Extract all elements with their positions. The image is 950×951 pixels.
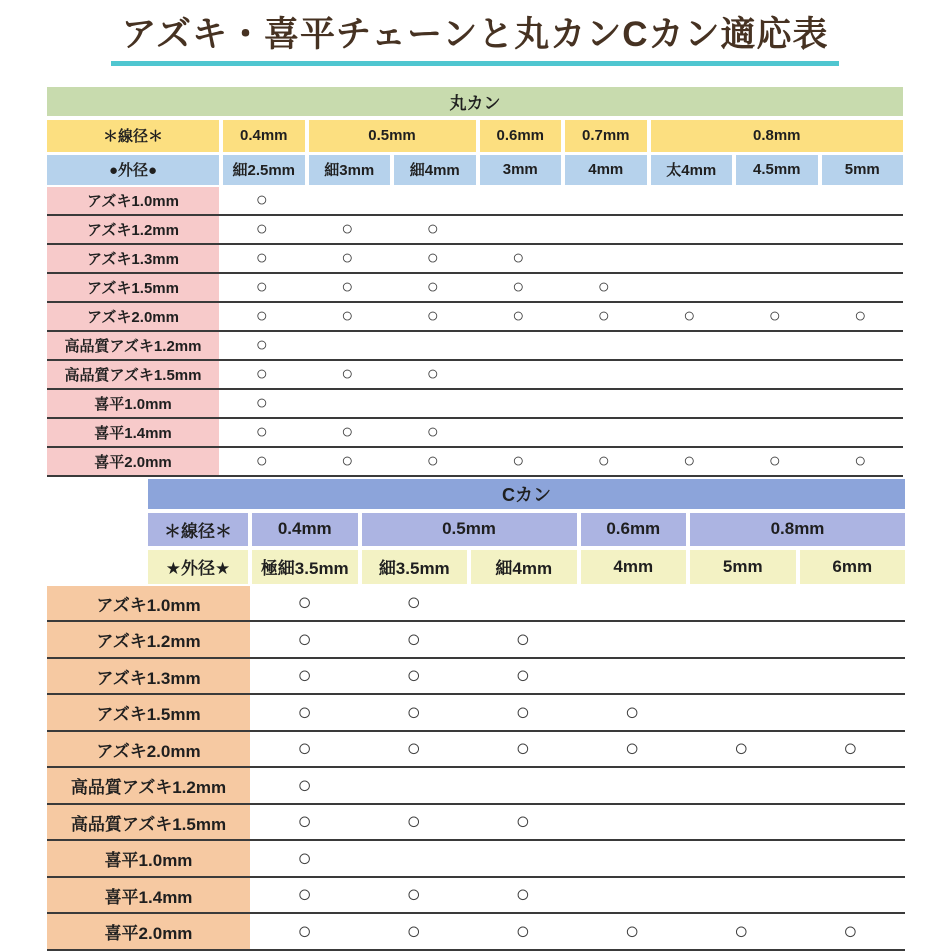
compat-cell — [359, 810, 468, 834]
compat-cell — [250, 737, 359, 761]
outer-diameter-size-cell: 極細3.5mm — [252, 550, 358, 584]
compat-circle-icon: ○ — [297, 662, 312, 689]
table-ckan-body — [47, 586, 905, 951]
outer-diameter-size-cell: 細4mm — [471, 550, 577, 584]
compat-circle-icon: ○ — [426, 363, 439, 386]
compat-cell — [250, 771, 359, 799]
outer-diameter-row — [47, 155, 903, 185]
compat-circle-icon: ○ — [297, 844, 312, 872]
compat-cell — [476, 277, 562, 297]
chain-label: アズキ1.3mm — [47, 245, 219, 272]
chain-row — [47, 419, 903, 448]
compat-cell — [577, 737, 686, 761]
wire-size-cell: 0.4mm — [252, 513, 358, 546]
chain-label: 喜平1.0mm — [47, 841, 250, 876]
compat-circle-icon: ○ — [406, 808, 421, 835]
compat-circle-icon: ○ — [683, 450, 696, 473]
compat-circle-icon: ○ — [255, 189, 268, 212]
compat-cell — [390, 277, 476, 297]
chain-label: アズキ1.2mm — [47, 622, 250, 657]
outer-diameter-row — [148, 550, 905, 584]
compat-cell — [250, 844, 359, 872]
compat-cell — [561, 306, 647, 326]
compat-cell — [468, 917, 577, 945]
compat-cell — [796, 737, 905, 761]
chain-label: アズキ1.5mm — [47, 695, 250, 730]
compat-circle-icon: ○ — [255, 276, 268, 299]
compat-circle-icon: ○ — [297, 771, 312, 799]
compat-circle-icon: ○ — [297, 881, 312, 908]
wire-size-cell: 0.7mm — [565, 120, 647, 152]
chain-label: 高品質アズキ1.5mm — [47, 361, 219, 388]
compat-circle-icon: ○ — [341, 450, 354, 473]
outer-diameter-size-cell: 3mm — [480, 155, 562, 185]
chain-label: 高品質アズキ1.2mm — [47, 768, 250, 803]
compat-cell — [359, 698, 468, 726]
chain-row — [47, 332, 903, 361]
chain-row — [47, 805, 905, 842]
compat-cell — [359, 917, 468, 945]
outer-diameter-size-cell: 細3.5mm — [362, 550, 468, 584]
compat-cell — [219, 335, 305, 355]
compat-circle-icon: ○ — [624, 698, 640, 726]
compat-circle-icon: ○ — [255, 305, 268, 328]
compat-circle-icon: ○ — [406, 698, 421, 726]
chain-row — [47, 695, 905, 732]
compat-circle-icon: ○ — [426, 218, 439, 241]
compat-cell — [468, 625, 577, 653]
chain-row — [47, 448, 903, 477]
outer-diameter-size-cell: 細2.5mm — [223, 155, 305, 185]
chain-row — [47, 303, 903, 332]
compat-cell — [577, 698, 686, 726]
compat-cell — [468, 737, 577, 761]
compat-circle-icon: ○ — [297, 698, 312, 726]
compat-cell — [250, 625, 359, 653]
compat-cell — [468, 698, 577, 726]
compat-cell — [305, 277, 391, 297]
compat-cell — [305, 451, 391, 471]
compat-circle-icon: ○ — [426, 276, 439, 299]
compat-cell — [390, 451, 476, 471]
chain-label: アズキ1.2mm — [47, 216, 219, 243]
compat-cell — [732, 306, 818, 326]
outer-diameter-size-cell: 4.5mm — [736, 155, 818, 185]
chain-label: 喜平1.4mm — [47, 878, 250, 913]
compat-cell — [561, 277, 647, 297]
compat-circle-icon: ○ — [515, 808, 531, 835]
table-marukan-title: 丸カン — [47, 87, 903, 116]
compat-cell — [219, 248, 305, 268]
chain-row — [47, 274, 903, 303]
outer-diameter-label: ★外径★ — [148, 550, 248, 584]
table-ckan-title: Cカン — [148, 479, 905, 509]
outer-diameter-size-cell: 細4mm — [394, 155, 476, 185]
outer-diameter-size-cell: 5mm — [822, 155, 904, 185]
compat-circle-icon: ○ — [515, 662, 531, 689]
outer-diameter-label: ●外径● — [47, 155, 219, 185]
wire-diameter-row — [148, 513, 905, 546]
compat-circle-icon: ○ — [255, 334, 268, 357]
compat-circle-icon: ○ — [426, 305, 439, 328]
compat-circle-icon: ○ — [406, 881, 421, 908]
compat-circle-icon: ○ — [255, 450, 268, 473]
chain-label: 喜平2.0mm — [47, 914, 250, 949]
compat-circle-icon: ○ — [255, 247, 268, 270]
compat-circle-icon: ○ — [406, 917, 421, 945]
compat-cell — [390, 219, 476, 239]
compat-cell — [732, 451, 818, 471]
compat-cell — [468, 810, 577, 834]
compat-cell — [250, 698, 359, 726]
wire-size-cell: 0.5mm — [362, 513, 577, 546]
compat-cell — [250, 664, 359, 688]
compat-cell — [305, 248, 391, 268]
wire-size-cell: 0.6mm — [480, 120, 562, 152]
compat-cell — [687, 737, 796, 761]
compat-circle-icon: ○ — [843, 735, 858, 762]
chain-label: アズキ1.0mm — [47, 586, 250, 621]
wire-size-cell: 0.4mm — [223, 120, 305, 152]
wire-diameter-row — [47, 120, 903, 152]
compat-cell — [219, 277, 305, 297]
compat-cell — [359, 883, 468, 907]
chain-row — [47, 768, 905, 805]
title-block — [0, 0, 950, 66]
table-ckan — [47, 479, 905, 951]
outer-diameter-size-cell: 細3mm — [309, 155, 391, 185]
chain-label: アズキ2.0mm — [47, 732, 250, 767]
compat-circle-icon: ○ — [854, 450, 867, 473]
outer-diameter-size-cell: 6mm — [800, 550, 906, 584]
outer-diameter-size-cell: 4mm — [581, 550, 687, 584]
wire-row-label: ＊線径＊ — [47, 120, 219, 152]
chain-row — [47, 732, 905, 769]
chain-row — [47, 622, 905, 659]
compat-cell — [250, 591, 359, 615]
wire-row-label: ＊線径＊ — [148, 513, 248, 546]
compat-circle-icon: ○ — [512, 450, 525, 473]
compat-cell — [219, 393, 305, 413]
chain-row — [47, 914, 905, 951]
compat-circle-icon: ○ — [512, 247, 525, 270]
compat-circle-icon: ○ — [255, 421, 268, 444]
compat-cell — [390, 306, 476, 326]
compat-cell — [390, 248, 476, 268]
outer-diameter-size-cell: 太4mm — [651, 155, 733, 185]
chain-label: アズキ1.0mm — [47, 187, 219, 214]
chain-row — [47, 390, 903, 419]
compat-cell — [250, 917, 359, 945]
compat-cell — [305, 364, 391, 384]
wire-size-cell: 0.8mm — [651, 120, 904, 152]
compat-circle-icon: ○ — [597, 305, 610, 328]
compat-circle-icon: ○ — [341, 276, 354, 299]
chain-label: アズキ2.0mm — [47, 303, 219, 330]
compat-cell — [577, 917, 686, 945]
compat-cell — [305, 219, 391, 239]
compat-circle-icon: ○ — [854, 305, 867, 328]
compat-circle-icon: ○ — [406, 735, 421, 762]
compat-circle-icon: ○ — [512, 276, 525, 299]
compat-cell — [561, 451, 647, 471]
wire-size-cell: 0.5mm — [309, 120, 476, 152]
compat-circle-icon: ○ — [297, 625, 312, 653]
chain-label: 喜平1.0mm — [47, 390, 219, 417]
compat-cell — [647, 306, 733, 326]
chain-label: 喜平1.4mm — [47, 419, 219, 446]
compat-circle-icon: ○ — [683, 305, 696, 328]
compat-circle-icon: ○ — [768, 450, 781, 473]
compat-circle-icon: ○ — [255, 392, 268, 415]
compat-circle-icon: ○ — [297, 917, 312, 945]
compat-circle-icon: ○ — [768, 305, 781, 328]
compat-circle-icon: ○ — [597, 276, 610, 299]
chain-label: 喜平2.0mm — [47, 448, 219, 475]
compat-circle-icon: ○ — [426, 247, 439, 270]
compat-cell — [390, 364, 476, 384]
compat-circle-icon: ○ — [426, 450, 439, 473]
compat-cell — [219, 451, 305, 471]
compat-circle-icon: ○ — [341, 305, 354, 328]
compat-circle-icon: ○ — [406, 662, 421, 689]
compat-circle-icon: ○ — [515, 625, 531, 653]
compat-cell — [818, 306, 904, 326]
compat-cell — [476, 306, 562, 326]
chain-label: 高品質アズキ1.2mm — [47, 332, 219, 359]
compat-circle-icon: ○ — [426, 421, 439, 444]
chain-row — [47, 216, 903, 245]
compat-cell — [818, 451, 904, 471]
compat-circle-icon: ○ — [515, 698, 531, 726]
compat-circle-icon: ○ — [341, 421, 354, 444]
chain-row — [47, 878, 905, 915]
page-title: アズキ・喜平チェーンと丸カンCカン適応表 — [111, 13, 838, 66]
chain-row — [47, 361, 903, 390]
compat-cell — [359, 625, 468, 653]
compat-cell — [305, 422, 391, 442]
compat-circle-icon: ○ — [406, 589, 421, 616]
compat-cell — [219, 306, 305, 326]
chain-row — [47, 586, 905, 623]
compat-cell — [476, 451, 562, 471]
compat-circle-icon: ○ — [843, 917, 858, 945]
compat-cell — [219, 190, 305, 210]
compat-cell — [468, 664, 577, 688]
chain-label: アズキ1.5mm — [47, 274, 219, 301]
compat-circle-icon: ○ — [624, 735, 640, 762]
compat-circle-icon: ○ — [255, 218, 268, 241]
compat-cell — [359, 664, 468, 688]
compat-cell — [468, 883, 577, 907]
compat-cell — [359, 591, 468, 615]
compat-cell — [796, 917, 905, 945]
chain-row — [47, 187, 903, 216]
chain-label: 高品質アズキ1.5mm — [47, 805, 250, 840]
wire-size-cell: 0.6mm — [581, 513, 687, 546]
compat-circle-icon: ○ — [512, 305, 525, 328]
outer-diameter-size-cell: 4mm — [565, 155, 647, 185]
compat-cell — [305, 306, 391, 326]
compat-cell — [250, 883, 359, 907]
compat-circle-icon: ○ — [515, 917, 531, 945]
chain-row — [47, 659, 905, 696]
compat-circle-icon: ○ — [255, 363, 268, 386]
chain-row — [47, 841, 905, 878]
compat-cell — [219, 422, 305, 442]
compat-circle-icon: ○ — [341, 247, 354, 270]
compat-circle-icon: ○ — [733, 917, 749, 945]
compat-circle-icon: ○ — [341, 218, 354, 241]
compat-cell — [250, 810, 359, 834]
compat-circle-icon: ○ — [406, 625, 421, 653]
compat-cell — [390, 422, 476, 442]
compat-circle-icon: ○ — [733, 735, 749, 762]
wire-size-cell: 0.8mm — [690, 513, 905, 546]
chain-label: アズキ1.3mm — [47, 659, 250, 694]
compat-circle-icon: ○ — [515, 735, 531, 762]
outer-diameter-size-cell: 5mm — [690, 550, 796, 584]
compat-circle-icon: ○ — [624, 917, 640, 945]
compat-cell — [359, 737, 468, 761]
table-marukan-body — [47, 187, 903, 477]
chain-row — [47, 245, 903, 274]
compat-circle-icon: ○ — [341, 363, 354, 386]
compat-cell — [476, 248, 562, 268]
table-marukan — [47, 87, 903, 477]
compat-cell — [687, 917, 796, 945]
compat-circle-icon: ○ — [297, 808, 312, 835]
compat-cell — [219, 364, 305, 384]
compat-circle-icon: ○ — [297, 589, 312, 616]
compat-cell — [647, 451, 733, 471]
compat-circle-icon: ○ — [297, 735, 312, 762]
compat-cell — [219, 219, 305, 239]
compat-circle-icon: ○ — [597, 450, 610, 473]
compat-circle-icon: ○ — [515, 881, 531, 908]
